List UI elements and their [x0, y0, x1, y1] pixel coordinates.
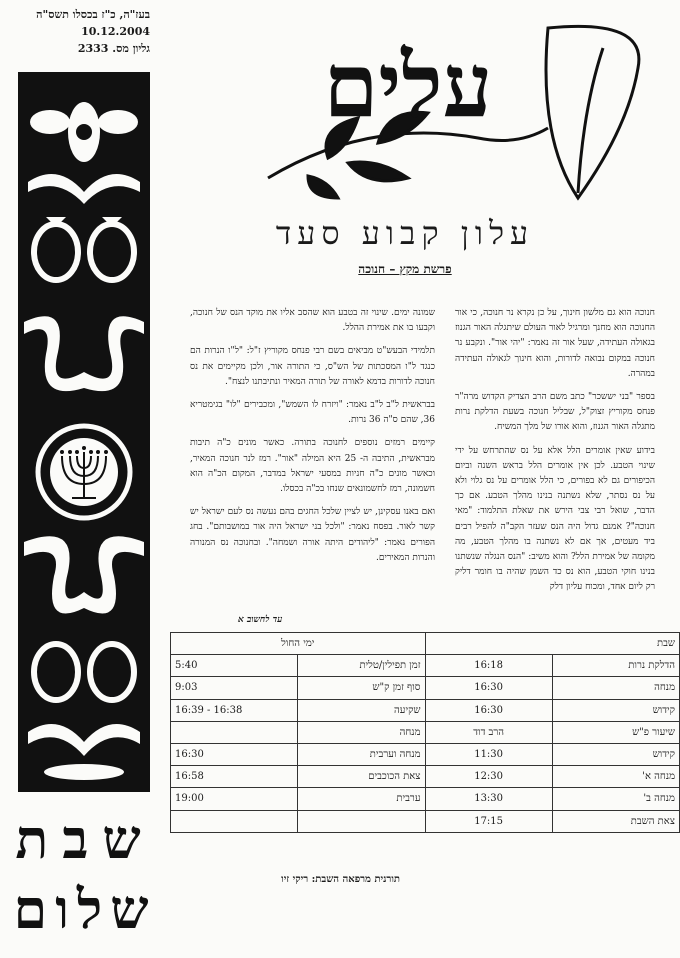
shabbat-label: מנחה — [552, 677, 679, 699]
table-row — [171, 699, 680, 721]
weekday-header: ימי החול — [171, 633, 426, 655]
weekday-value — [171, 721, 298, 743]
article-paragraph: בספר "בני יששכר" כתב משם הרב הצדיק הקדוש מרה"ר פנחס מקוריץ זצוק"ל, שבליל חנוכה בשעת הדלקת נרות מתגלה האור הגנוז, והוא אורו של מלך המשיח. — [455, 392, 655, 433]
shabbat-value: 17:15 — [425, 810, 552, 832]
gregorian-date: 10.12.2004 — [81, 25, 150, 38]
shabbat-word: שבת — [15, 807, 155, 871]
shabbat-value: 13:30 — [425, 788, 552, 810]
article-paragraph: תלמידי הבעש"ט מביאים בשם רבי פנחס מקוריץ ז"ל: "ל"ו הנרות הם כנגד ל"ו המסכתות של הש"ס, כי התורה אור, ולכן מקיימים את נס חנוכה לדורות בדמא לאורה של תורה המאיר ונתיבתנו לנצח". — [190, 346, 435, 387]
weekday-value: 16:39 - 16:38 — [171, 699, 298, 721]
weekday-label: זמן תפילין/טלית — [298, 655, 425, 677]
weekday-label: ערבית — [298, 788, 425, 810]
article-paragraph: חנוכה הוא גם מלשון חינוך, על כן נקרא נר חנוכה, כי אור החנוכה הוא מחנך ומרגיל לאור העולם שיתגלה האור הגנוז בגאולה העתידה, שעל אור זה נאמר: "יהי אור". ונקבע נר חנוכה במקום נבואה לדורות, והוא חינוך לגאולה העתידה במהרה. — [455, 308, 655, 379]
table-row — [171, 810, 680, 832]
issue-info — [22, 6, 150, 57]
shabbat-value: 12:30 — [425, 766, 552, 788]
weekday-value: 16:58 — [171, 766, 298, 788]
article-right-column — [455, 306, 655, 604]
article-paragraph: ואם באנו עסקינן, יש לציין שלכל החגים בהם נעשה נס לעם ישראל יש קשר לאור. בפסח נאמר: "ולכל בני ישראל היה אור במושבותם". בחג הפורים נאמר: "ליהודים היתה אורה ושמחה". ובחנוכה נס המנורה והנרות המאירים. — [190, 507, 435, 563]
table-row — [171, 766, 680, 788]
alim-logo — [248, 8, 658, 208]
table-row — [171, 743, 680, 765]
weekday-label: שקיעה — [298, 699, 425, 721]
weekday-value: 19:00 — [171, 788, 298, 810]
weekday-label: צאת הכוכבים — [298, 766, 425, 788]
shabbat-value: 16:30 — [425, 699, 552, 721]
shabbat-value: 16:30 — [425, 677, 552, 699]
shabbat-value: הרב דוד — [425, 721, 552, 743]
shabbat-header: שבת — [425, 633, 680, 655]
continued-note: עד לחשוב א — [238, 615, 283, 625]
weekday-label: סוף זמן ק"ש — [298, 677, 425, 699]
shabbat-label: מנחה א' — [552, 766, 679, 788]
decorative-banner — [18, 72, 150, 792]
weekday-label: מנחה וערבית — [298, 743, 425, 765]
weekday-label: מנחה — [298, 721, 425, 743]
shabbat-label: קידוש — [552, 699, 679, 721]
article-paragraph: קיימים רמזים נוספים לחנוכה בתורה. כאשר מונים כ"ה תיבות מבראשית, התיבה ה- 25 היא המילה "אור". רמז לנר חנוכה המאיר, וכאשר מונים כ"ה חניות במסעי ישראל במדבר, המקום הכ"ה הוא חשמונה, רמז לחשמונאים שנחו בכ"ה בכסלו. — [190, 438, 435, 495]
weekday-value: 9:03 — [171, 677, 298, 699]
article-left-column — [190, 306, 435, 574]
shabbat-label: הדלקת נרות — [552, 655, 679, 677]
table-header-row — [171, 633, 680, 655]
table-row — [171, 788, 680, 810]
weekday-value: 5:40 — [171, 655, 298, 677]
prayer-schedule-table — [170, 632, 680, 833]
shabbat-label: מנחה ב' — [552, 788, 679, 810]
shabbat-label: שיעור פ"ש — [552, 721, 679, 743]
shabbat-label: קידוש — [552, 743, 679, 765]
parasha-title: פרשת מקץ – חנוכה — [358, 262, 452, 276]
newsletter-subtitle: עלון קבוע סעד — [275, 214, 535, 252]
shabbat-label: צאת השבת — [552, 810, 679, 832]
hebrew-date: בעז"ה, כ"ז בכסלו תשס"ה — [36, 8, 150, 21]
shabbat-value: 16:18 — [425, 655, 552, 677]
table-row — [171, 655, 680, 677]
article-paragraph: בבראשית ל"ב ל"ב נאמר: "ויזרח לו השמש", ומכבירים "לו" בגימטריא 36, שהם ס"ה 36 נרות. — [190, 400, 435, 426]
sponsor-note: תורנית מרפאה השבת: ריקי זיו — [281, 874, 400, 885]
weekday-value — [171, 810, 298, 832]
weekday-label — [298, 810, 425, 832]
shabbat-shalom-lettering — [14, 800, 156, 940]
shabbat-value: 11:30 — [425, 743, 552, 765]
article-paragraph: שמונה ימים. שינוי זה בטבע הוא שהסב אליו את מוקד הנס של חנוכה, וקבעו בו את אמירת ההלל. — [190, 308, 435, 334]
logo-title: עלים — [323, 33, 493, 137]
table-row — [171, 721, 680, 743]
weekday-value: 16:30 — [171, 743, 298, 765]
shalom-word: שלום — [13, 877, 157, 941]
table-row — [171, 677, 680, 699]
article-paragraph: בידוע שאין אומרים הלל אלא על נס שהתרחש על ידי שינוי הטבע. לכן אין אומרים הלל בראש השנה וביום הכיפורים גם לא בפורים, כי הלל אומרים על נס גלוי ולא על נס נסתר, שלא נשתנה בנינו מהלך הטבע. אם כך הדבר, שואל רבי צבי הירש את שאלת התלמוד: "מאי חנוכה"? אמנם גדול היה הנס שעזר הקב"ה להפיל רבים ביד מעטים, אך אם לא נשתנה בו מהלך הטבע, מה מקומה של אמירת הלל? והוא משיב: "הנס הנגלה שנשתנו בנינו חוקי הטבע, הוא נס כד השמן שהיה בו חומר דליק רק ליום אחד, ומכוח עליון דלק — [455, 445, 655, 593]
issue-number: גליון מס. 2333 — [77, 42, 150, 55]
